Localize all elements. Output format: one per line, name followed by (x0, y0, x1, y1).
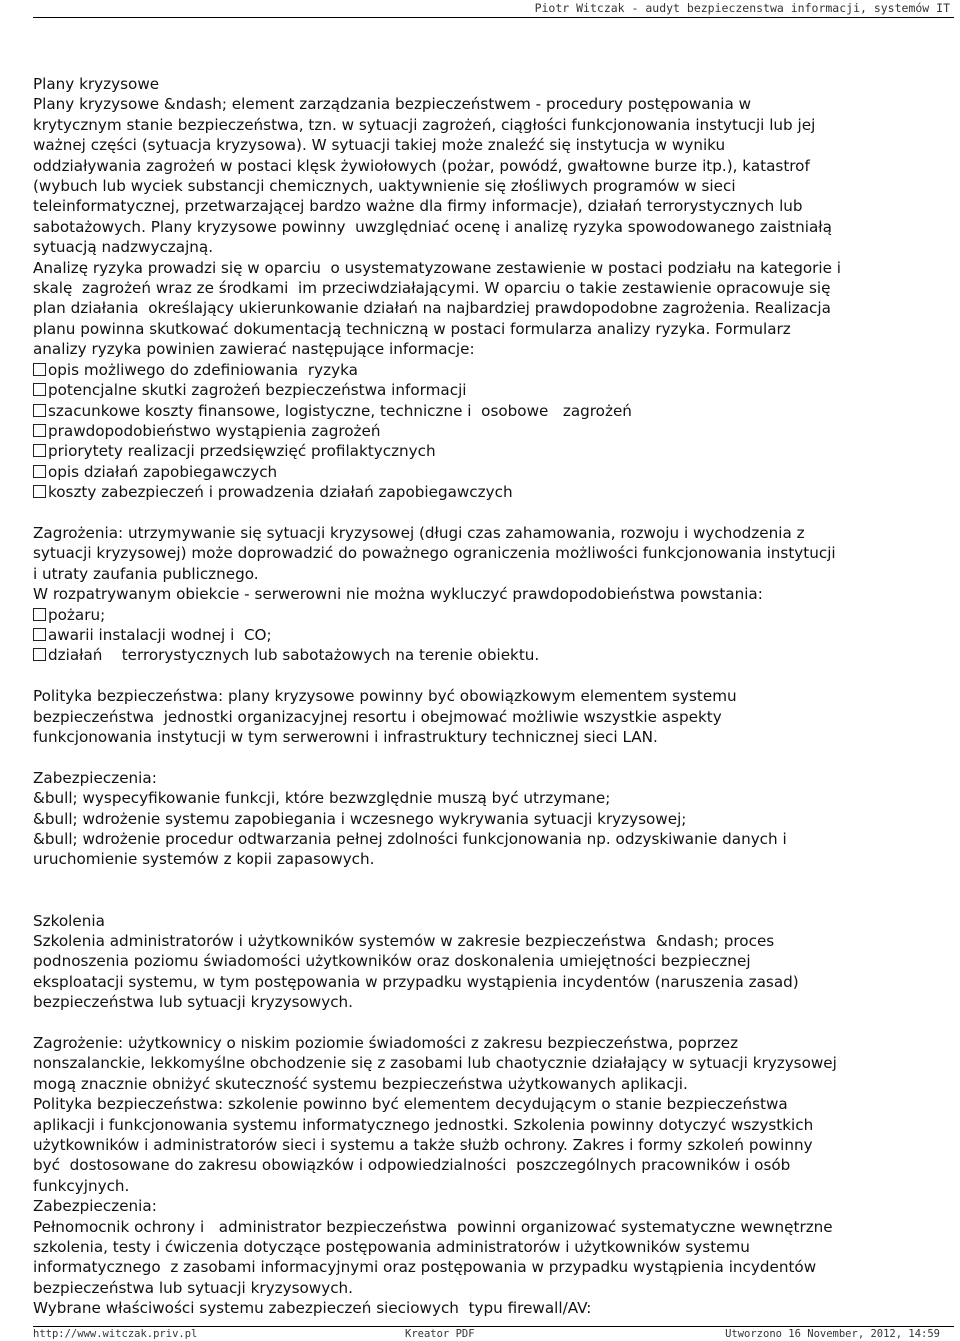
line-text: &bull; wyspecyfikowanie funkcji, które bezwzględnie muszą być utrzymane; (33, 789, 611, 808)
line-text: planu powinna skutkować dokumentacją techniczną w postaci formularza analizy ryzyka. Formularz (33, 319, 791, 338)
line-text: opis możliwego do zdefiniowania ryzyka (48, 360, 358, 379)
text-line (33, 992, 953, 1012)
blank-line (33, 666, 953, 686)
line-text: eksploatacji systemu, w tym postępowania w przypadku wystąpienia incydentów (naruszenia zasad) (33, 972, 799, 991)
text-line (33, 829, 953, 849)
page-header-title: Piotr Witczak - audyt bezpieczenstwa informacji, systemów IT (534, 1, 950, 15)
line-text: podnoszenia poziomu świadomości użytkowników oraz doskonalenia umiejętności bezpiecznej (33, 952, 751, 971)
text-line (33, 74, 953, 94)
line-text: informatycznego z zasobami informacyjnymi oraz postępowania w przypadku wystąpienia incydentów (33, 1258, 817, 1277)
empty-checkbox-icon (33, 465, 46, 478)
text-line (33, 768, 953, 788)
line-text: szacunkowe koszty finansowe, logistyczne, techniczne i osobowe zagrożeń (48, 401, 632, 420)
blank-line (33, 503, 953, 523)
empty-checkbox-icon (33, 485, 46, 498)
text-line (33, 339, 953, 359)
line-text: Analizę ryzyka prowadzi się w oparciu o usystematyzowane zestawienie w postaci podziału na kategorie i (33, 258, 841, 277)
text-line (33, 1074, 953, 1094)
line-text: (wybuch lub wyciek substancji chemicznych, uaktywnienie się złośliwych programów w sieci (33, 177, 736, 196)
blank-line (33, 747, 953, 767)
text-line (33, 258, 953, 278)
text-line (33, 911, 953, 931)
line-text: plan działania określający ukierunkowanie działań na najbardziej prawdopodobne zagrożenia. Realizacja (33, 299, 831, 318)
text-line (33, 951, 953, 971)
line-text: oddziaływania zagrożeń w postaci klęsk żywiołowych (pożar, powódź, gwałtowne burze itp.), katastrof (33, 156, 810, 175)
text-line (33, 115, 953, 135)
line-text: opis działań zapobiegawczych (48, 462, 278, 481)
empty-checkbox-icon (33, 648, 46, 661)
line-text: mogą znacznie obniżyć skuteczność systemu bezpieczeństwa użytkowanych aplikacji. (33, 1074, 688, 1093)
text-line (33, 217, 953, 237)
empty-checkbox-icon (33, 363, 46, 376)
text-line (33, 564, 953, 584)
checklist-item (33, 462, 953, 482)
line-text: być dostosowane do zakresu obowiązków i odpowiedzialności poszczególnych pracowników i osób (33, 1156, 791, 1175)
empty-checkbox-icon (33, 404, 46, 417)
text-line (33, 849, 953, 869)
line-text: bezpieczeństwa lub sytuacji kryzysowych. (33, 1278, 353, 1297)
text-line (33, 1033, 953, 1053)
line-text: priorytety realizacji przedsięwzięć profilaktycznych (48, 442, 436, 461)
empty-checkbox-icon (33, 628, 46, 641)
text-line (33, 1298, 953, 1318)
line-text: Szkolenia (33, 911, 105, 930)
line-text: &bull; wdrożenie procedur odtwarzania pełnej zdolności funkcjonowania np. odzyskiwanie danych i (33, 829, 787, 848)
footer-creator: Kreator PDF (405, 1328, 475, 1340)
text-line (33, 809, 953, 829)
text-line (33, 319, 953, 339)
line-text: funkcyjnych. (33, 1176, 130, 1195)
text-line (33, 972, 953, 992)
line-text: sytuacją nadzwyczajną. (33, 238, 214, 257)
blank-line (33, 870, 953, 890)
text-line (33, 584, 953, 604)
line-text: bezpieczeństwa jednostki organizacyjnej resortu i obejmować możliwie wszystkie aspekty (33, 707, 722, 726)
text-line (33, 1176, 953, 1196)
text-line (33, 1196, 953, 1216)
line-text: potencjalne skutki zagrożeń bezpieczeństwa informacji (48, 381, 467, 400)
line-text: szkolenia, testy i ćwiczenia dotyczące postępowania administratorów i użytkowników systemu (33, 1238, 750, 1257)
line-text: Pełnomocnik ochrony i administrator bezpieczeństwa powinni organizować systematyczne wewnętrzne (33, 1217, 833, 1236)
empty-checkbox-icon (33, 608, 46, 621)
line-text: Plany kryzysowe (33, 75, 160, 93)
line-text: Polityka bezpieczeństwa: plany kryzysowe powinny być obowiązkowym elementem systemu (33, 687, 737, 706)
line-text: pożaru; (48, 605, 106, 624)
empty-checkbox-icon (33, 444, 46, 457)
line-text: sabotażowych. Plany kryzysowe powinny uwzględniać ocenę i analizę ryzyka spowodowanego zaistniałą (33, 217, 832, 236)
line-text: krytycznym stanie bezpieczeństwa, tzn. w sytuacji zagrożeń, ciągłości funkcjonowania instytucji lub jej (33, 115, 816, 134)
checklist-item (33, 645, 953, 665)
text-line (33, 278, 953, 298)
text-line (33, 1155, 953, 1175)
text-line (33, 543, 953, 563)
line-text: W rozpatrywanym obiekcie - serwerowni nie można wykluczyć prawdopodobieństwa powstania: (33, 585, 763, 604)
text-line (33, 135, 953, 155)
document-body (33, 74, 953, 1319)
checklist-item (33, 605, 953, 625)
text-line (33, 727, 953, 747)
empty-checkbox-icon (33, 424, 46, 437)
text-line (33, 1135, 953, 1155)
blank-line (33, 1013, 953, 1033)
line-text: działań terrorystycznych lub sabotażowych na terenie obiektu. (48, 646, 540, 665)
line-text: Zagrożenie: użytkownicy o niskim poziomie świadomości z zakresu bezpieczeństwa, poprzez (33, 1034, 739, 1052)
checklist-item (33, 482, 953, 502)
text-line (33, 94, 953, 114)
text-line (33, 196, 953, 216)
line-text: &bull; wdrożenie systemu zapobiegania i wczesnego wykrywania sytuacji kryzysowej; (33, 809, 687, 828)
line-text: prawdopodobieństwo wystąpienia zagrożeń (48, 421, 381, 440)
text-line (33, 1094, 953, 1114)
line-text: koszty zabezpieczeń i prowadzenia działań zapobiegawczych (48, 483, 513, 502)
text-line (33, 1115, 953, 1135)
line-text: bezpieczeństwa lub sytuacji kryzysowych. (33, 993, 353, 1012)
footer-created-date: Utworzono 16 November, 2012, 14:59 (725, 1328, 940, 1340)
text-line (33, 1278, 953, 1298)
checklist-item (33, 380, 953, 400)
text-line (33, 707, 953, 727)
checklist-item (33, 421, 953, 441)
checklist-item (33, 625, 953, 645)
text-line (33, 788, 953, 808)
footer-url-link[interactable]: http://www.witczak.priv.pl (33, 1328, 198, 1340)
text-line (33, 1053, 953, 1073)
line-text: sytuacji kryzysowej) może doprowadzić do poważnego ograniczenia możliwości funkcjonowania instytucji (33, 544, 836, 563)
checklist-item (33, 360, 953, 380)
line-text: użytkowników i administratorów sieci i systemu a także służb ochrony. Zakres i formy szkoleń powinny (33, 1136, 813, 1155)
line-text: awarii instalacji wodnej i CO; (48, 625, 272, 644)
checklist-item (33, 401, 953, 421)
text-line (33, 156, 953, 176)
line-text: nonszalanckie, lekkomyślne obchodzenie się z zasobami lub chaotycznie działający w sytuacji kryzysowej (33, 1054, 837, 1073)
line-text: Szkolenia administratorów i użytkowników systemów w zakresie bezpieczeństwa &ndash; proces (33, 931, 775, 950)
header-divider (33, 17, 954, 18)
line-text: i utraty zaufania publicznego. (33, 564, 259, 583)
footer-divider (33, 1326, 954, 1327)
line-text: Polityka bezpieczeństwa: szkolenie powinno być elementem decydującym o stanie bezpieczeństwa (33, 1095, 788, 1114)
text-line (33, 686, 953, 706)
text-line (33, 1217, 953, 1237)
line-text: Zagrożenia: utrzymywanie się sytuacji kryzysowej (długi czas zahamowania, rozwoju i wychodzenia z (33, 523, 805, 542)
text-line (33, 931, 953, 951)
text-line (33, 1237, 953, 1257)
text-line (33, 176, 953, 196)
blank-line (33, 890, 953, 910)
line-text: uruchomienie systemów z kopii zapasowych. (33, 850, 375, 869)
line-text: funkcjonowania instytucji w tym serwerowni i infrastruktury technicznej sieci LAN. (33, 727, 658, 746)
text-line (33, 1257, 953, 1277)
text-line (33, 523, 953, 543)
line-text: skalę zagrożeń wraz ze środkami im przeciwdziałającymi. W oparciu o takie zestawienie opracowuje się (33, 279, 831, 298)
line-text: Zabezpieczenia: (33, 768, 157, 787)
line-text: Wybrane właściwości systemu zabezpieczeń sieciowych typu firewall/AV: (33, 1299, 592, 1318)
text-line (33, 237, 953, 257)
line-text: analizy ryzyka powinien zawierać następujące informacje: (33, 340, 475, 359)
line-text: aplikacji i funkcjonowania systemu informatycznego jednostki. Szkolenia powinny dotyczyć wszystkich (33, 1115, 814, 1134)
line-text: Plany kryzysowe &ndash; element zarządzania bezpieczeństwem - procedury postępowania w (33, 95, 752, 114)
empty-checkbox-icon (33, 383, 46, 396)
checklist-item (33, 441, 953, 461)
line-text: ważnej części (sytuacja kryzysowa). W sytuacji takiej może znaleźć się instytucja w wyniku (33, 136, 726, 155)
text-line (33, 298, 953, 318)
line-text: Zabezpieczenia: (33, 1197, 157, 1216)
line-text: teleinformatycznej, przetwarzającej bardzo ważne dla firmy informacje), działań terrorystycznych lub (33, 197, 803, 216)
